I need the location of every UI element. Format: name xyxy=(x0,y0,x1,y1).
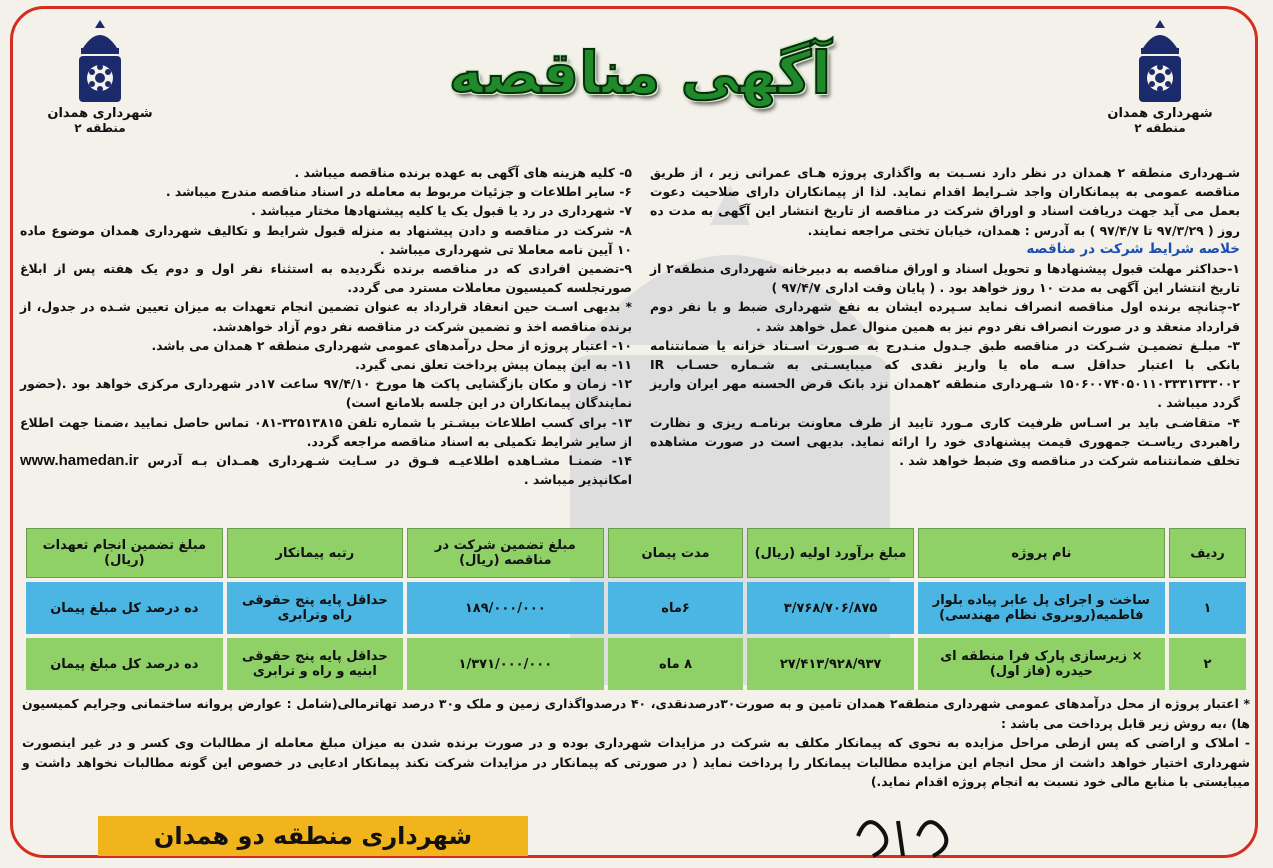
page-title: آگهی مناقصه xyxy=(448,39,832,107)
condition-item: ۹-تضمین افرادی که در مناقصه برنده نگردیده به استثناء نفر اول و دوم یک هفته پس از ابلاغ صورتجلسه کمیسیون معاملات مسترد می گردد. xyxy=(20,261,632,296)
table-cell: ۳/۷۶۸/۷۰۶/۸۷۵ xyxy=(747,582,913,634)
municipality-emblem-icon xyxy=(1131,18,1189,106)
condition-item: ۵- کلیه هزینه های آگهی به عهده برنده مناقصه میباشد . xyxy=(294,165,632,180)
condition-item: ۱-حداکثر مهلت قبول پیشنهادها و تحویل اسناد و اوراق مناقصه به دبیرخانه شهرداری منطقه۲ از تاریخ انتشار این آگهی به مدت ۱۰ روز خواهد بود . ( پایان وقت اداری ۹۷/۴/۷ ) xyxy=(650,261,1240,296)
condition-item: ۲-چنانچه برنده اول مناقصه انصراف نماید سـپرده ایشان به نفع شهرداری ضبط و با نفر دوم قرارداد منعقد و در صورت انصراف نفر دوم نیز به همین منوال عمل خواهد شد . xyxy=(650,299,1240,334)
logo-name: شهرداری همدان xyxy=(47,106,153,121)
logo-area: منطقه ۲ xyxy=(1134,121,1186,135)
logo-name: شهرداری همدان xyxy=(1107,106,1213,121)
condition-item: ۱۳- برای کسب اطلاعات بیشـتر با شماره تلفن ۳۲۵۱۳۸۱۵-۰۸۱ تماس حاصل نمایید ،ضمنا جهت اطلاع از سایر شرایط تکمیلی به اسناد مناقصه مراجعه گردد. xyxy=(20,414,632,449)
handwritten-number xyxy=(848,806,968,866)
column-header: مبلغ تضمین شرکت در مناقصه (ریال) xyxy=(407,528,604,578)
table-cell: ده درصد کل مبلغ پیمان xyxy=(26,582,223,634)
table-cell: ۲۷/۴۱۳/۹۲۸/۹۳۷ xyxy=(747,638,913,690)
item14-tail: امکانپذیر میباشد . xyxy=(523,472,632,488)
website-link[interactable]: www.hamedan.ir xyxy=(20,452,139,470)
table-cell: ۶ماه xyxy=(608,582,744,634)
condition-item: ۸- شرکت در مناقصه و دادن پیشنهاد به منزله قبول شرایط و تکالیف شهرداری همدان موضوع ماده ۱۰ آیین نامه معاملا تی شهرداری میباشد . xyxy=(20,222,632,257)
column-header: مدت پیمان xyxy=(608,528,744,578)
conditions-title: خلاصه شرایط شرکت در مناقصه xyxy=(1026,240,1240,257)
condition-item: ۶- سایر اطلاعات و جزئیات مربوط به معامله در اسناد مناقصه مندرج میباشد . xyxy=(165,184,632,200)
payment-notes xyxy=(22,694,1250,792)
column-header: مبلغ تضمین انجام تعهدات (ریال) xyxy=(26,528,223,578)
condition-item: ۳- مبلـغ تضمیـن شـرکت در مناقصه طبق جـدول منـدرج به صـورت اسـناد خزانه یا ضمانتنامه بانکی با اعتبار حداقل سـه ماه یا واریز نقدی که میبایسـتی به شـماره حسـاب IR ۱۵۰۶۰۰۷۴۰۵۰۱۱۰۳۳۳۱۳۳۳۰۰۲ شـهرداری منطقه ۲همدان نزد بانک قرض الحسنه مهر ایران واریز گردد میباشد . xyxy=(650,337,1240,411)
note-paragraph: * اعتبار پروژه از محل درآمدهای عمومی شهرداری منطقه۲ همدان تامین و به صورت۳۰درصدنقدی، ۴۰ درصدواگذاری زمین و ملک و۳۰ درصد تهاترمالی(شامل : عوارض پروانه ساختمانی وجرایم کمیسیون ها) ،به روش زیر قابل پرداخت می باشد : xyxy=(22,696,1251,731)
item14-text: ۱۴- ضمنـا مشـاهده اطلاعیـه فـوق در سـایت شـهرداری همـدان بـه آدرس xyxy=(147,453,632,469)
column-header: رتبه پیمانکار xyxy=(227,528,403,578)
condition-item: ۱۰- اعتبار پروژه از محل درآمدهای عمومی شهرداری منطقه ۲ همدان می باشد. xyxy=(151,337,632,353)
condition-item-14 xyxy=(20,451,632,489)
intro-paragraph: شـهرداری منطقه ۲ همدان در نظر دارد نسـبت به واگذاری پروژه هـای عمرانی زیر ، از طریق مناقصه عمومی به پیمانکاران واجد شـرایط اقدام نماید. لذا از پیمانکاران دارای صلاحیت دعوت بعمل می آید جهت دریافت اسناد و اوراق شرکت در مناقصه از تاریخ انتشار این آگهی به مدت ده روز ( ۹۷/۳/۲۹ تا ۹۷/۴/۷ ) به آدرس : همدان، خیابان تختی مراجعه نمایند. xyxy=(650,165,1241,238)
table-cell: ۱۸۹/۰۰۰/۰۰۰ xyxy=(407,582,604,634)
column-header: ردیف xyxy=(1169,528,1246,578)
note-paragraph: - املاک و اراضی که پس ازطی مراحل مزایده به نحوی که پیمانکار مکلف به شرکت در مزایدات شهرداری بوده و در صورت برنده شدن به میزان مبلغ معامله از مطالبات وی کسر و در غیر اینصورت شهرداری اختیار خواهد داشت از محل انجام این مزایده مطالبات پیمانکار را پرداخت نماید ( در صورتی که پیمانکار در مزایدات شرکت نکند پیمانکار ادعایی در خصوص این گونه مطالبات نخواهد داشت و میبایستی با منابع مالی خود نسبت به انجام پروژه اقدام نماید.) xyxy=(22,735,1250,789)
condition-item: ۴- متقاضـی باید بر اسـاس ظرفیت کاری مـورد تایید از طرف معاونت برنامـه ریزی و نظارت راهبردی ریاسـت جمهوری قیمت پیشنهادی خود را ارائه نماید. بدیهی است در صورت مشاهده تخلف ضمانتنامه شرکت در مناقصه وی ضبط خواهد شد . xyxy=(650,414,1240,469)
table-row xyxy=(26,582,1246,634)
table-cell: ده درصد کل مبلغ پیمان xyxy=(26,638,223,690)
tender-table xyxy=(22,524,1250,694)
table-cell: ساخت و اجرای پل عابر پیاده بلوار فاطمیه(روبروی نظام مهندسی) xyxy=(918,582,1165,634)
table-cell: × زیرسازی پارک فرا منطقه ای حیدره (فاز اول) xyxy=(918,638,1165,690)
condition-item: ۷- شهرداری در رد یا قبول یک یا کلیه پیشنهادها مختار میباشد . xyxy=(251,203,632,219)
municipality-emblem-icon xyxy=(71,18,129,106)
right-column xyxy=(650,163,1240,470)
table-cell: ۲ xyxy=(1169,638,1246,690)
table-cell: ۸ ماه xyxy=(608,638,744,690)
column-header: مبلغ برآورد اولیه (ریال) xyxy=(747,528,913,578)
left-column xyxy=(20,163,632,489)
table-row xyxy=(26,638,1246,690)
condition-item: ۱۱- به این پیمان پیش پرداخت تعلق نمی گیرد. xyxy=(355,357,632,373)
logo-area: منطقه ۲ xyxy=(74,121,126,135)
column-header: نام پروژه xyxy=(918,528,1165,578)
condition-item: ۱۲- زمان و مکان بازگشایی پاکت ها مورخ ۹۷/۴/۱۰ ساعت ۱۷در شهرداری مرکزی خواهد بود .(حضور نمایندگان پیمانکاران در این جلسه بلامانع است) xyxy=(20,376,633,411)
table-header-row xyxy=(26,528,1246,578)
table-cell: ۱ xyxy=(1169,582,1246,634)
condition-item: * بدیهی اسـت حین انعقاد قرارداد به عنوان تضمین انجام تعهدات به میزان تعیین شـده در جدول، از برنده مناقصه اخذ و تضمین شرکت در مناقصه نفر دوم آزاد خواهدشد. xyxy=(20,299,632,334)
municipality-logo-left xyxy=(40,18,160,135)
table-cell: ۱/۳۷۱/۰۰۰/۰۰۰ xyxy=(407,638,604,690)
table-cell: حداقل پایه پنج حقوقی ابنیه و راه و ترابری xyxy=(227,638,403,690)
footer-banner: شهرداری منطقه دو همدان xyxy=(98,816,528,856)
table-cell: حداقل پایه پنج حقوقی راه وترابری xyxy=(227,582,403,634)
municipality-logo-right xyxy=(1100,18,1220,135)
